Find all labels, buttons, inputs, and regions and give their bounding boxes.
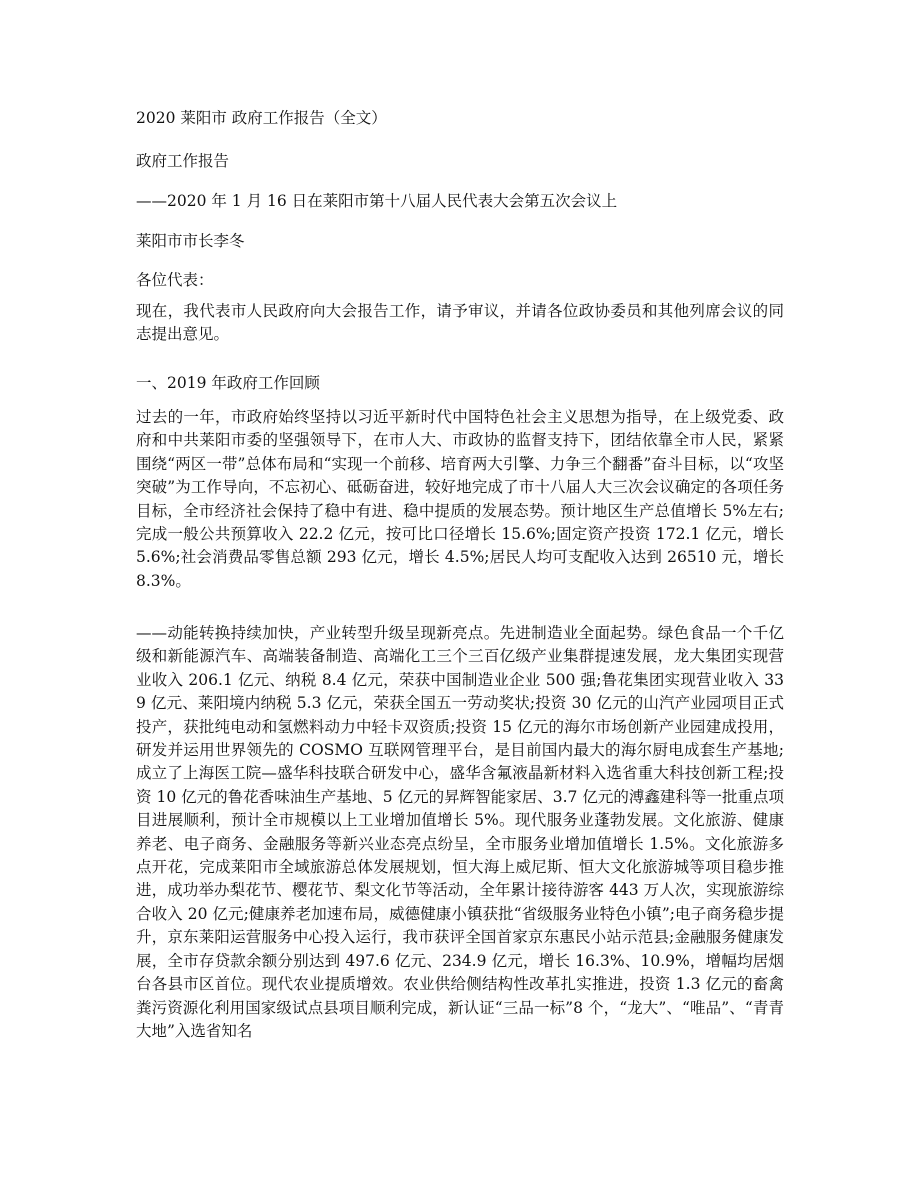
report-subtitle: ——2020 年 1 月 16 日在莱阳市第十八届人民代表大会第五次会议上 bbox=[136, 192, 618, 210]
report-heading: 政府工作报告 bbox=[136, 152, 230, 170]
intro-paragraph: 现在，我代表市人民政府向大会报告工作，请予审议，并请各位政协委员和其他列席会议的同志提出意见。 bbox=[136, 302, 784, 344]
momentum-paragraph: ——动能转换持续加快，产业转型升级呈现新亮点。先进制造业全面起势。绿色食品一个千亿级和新能源汽车、高端装备制造、高端化工三个三百亿级产业集群提速发展，龙大集团实现营业收入 206.1 亿元、纳税 8.4 亿元，荣获中国制造业企业 500 强;鲁花集团实现营业收入 339 亿元、莱阳境内纳税 5.3 亿元，荣获全国五一劳动奖状;投资 30 亿元的山汽产业园项目正式投产，获批纯电动和氢燃料动力中轻卡双资质;投资 15 亿元的海尔市场创新产业园建成投用，研发并运用世界领先的 COSMO 互联网管理平台，是目前国内最大的海尔厨电成套生产基地;成立了上海医工院—盛华科技联合研发中心，盛华含氟液晶新材料入选省重大科技创新工程;投资 10 亿元的鲁花香味油生产基地、5 亿元的昇辉智能家居、3.7 亿元的溥鑫建科等一批重点项目进展顺利，预计全市规模以上工业增加值增长 5%。现代服务业蓬勃发展。文化旅游、健康养老、电子商务、金融服务等新兴业态亮点纷呈，全市服务业增加值增长 1.5%。文化旅游多点开花，完成莱阳市全域旅游总体发展规划，恒大海上威尼斯、恒大文化旅游城等项目稳步推进，成功举办梨花节、樱花节、梨文化节等活动，全年累计接待游客 443 万人次，实现旅游综合收入 20 亿元;健康养老加速布局，威德健康小镇获批“省级服务业特色小镇”;电子商务稳步提升，京东莱阳运营服务中心投入运行，我市获评全国首家京东惠民小站示范县;金融服务健康发展，全市存贷款余额分别达到 497.6 亿元、234.9 亿元，增长 16.3%、10.9%，增幅均居烟台各县市区首位。现代农业提质增效。农业供给侧结构性改革扎实推进，投资 1.3 亿元的畜禽粪污资源化利用国家级试点县项目顺利完成，新认证“三品一标”8 个，“龙大”、“唯品”、“青青大地”入选省知名 bbox=[136, 624, 784, 1040]
section-title: 一、2019 年政府工作回顾 bbox=[136, 374, 320, 392]
review-paragraph: 过去的一年，市政府始终坚持以习近平新时代中国特色社会主义思想为指导，在上级党委、政府和中共莱阳市委的坚强领导下，在市人大、市政协的监督支持下，团结依靠全市人民，紧紧围绕“两区一带”总体布局和“实现一个前移、培育两大引擎、力争三个翻番”奋斗目标，以“攻坚突破”为工作导向，不忘初心、砥砺奋进，较好地完成了市十八届人大三次会议确定的各项任务目标，全市经济社会保持了稳中有进、稳中提质的发展态势。预计地区生产总值增长 5%左右;完成一般公共预算收入 22.2 亿元，按可比口径增长 15.6%;固定资产投资 172.1 亿元，增长 5.6%;社会消费品零售总额 293 亿元，增长 4.5%;居民人均可支配收入达到 26510 元，增长 8.3%。 bbox=[136, 408, 784, 590]
salutation: 各位代表： bbox=[136, 271, 214, 289]
speaker-line: 莱阳市市长李冬 bbox=[136, 232, 245, 250]
document-title: 2020 莱阳市 政府工作报告（全文） bbox=[136, 109, 387, 127]
